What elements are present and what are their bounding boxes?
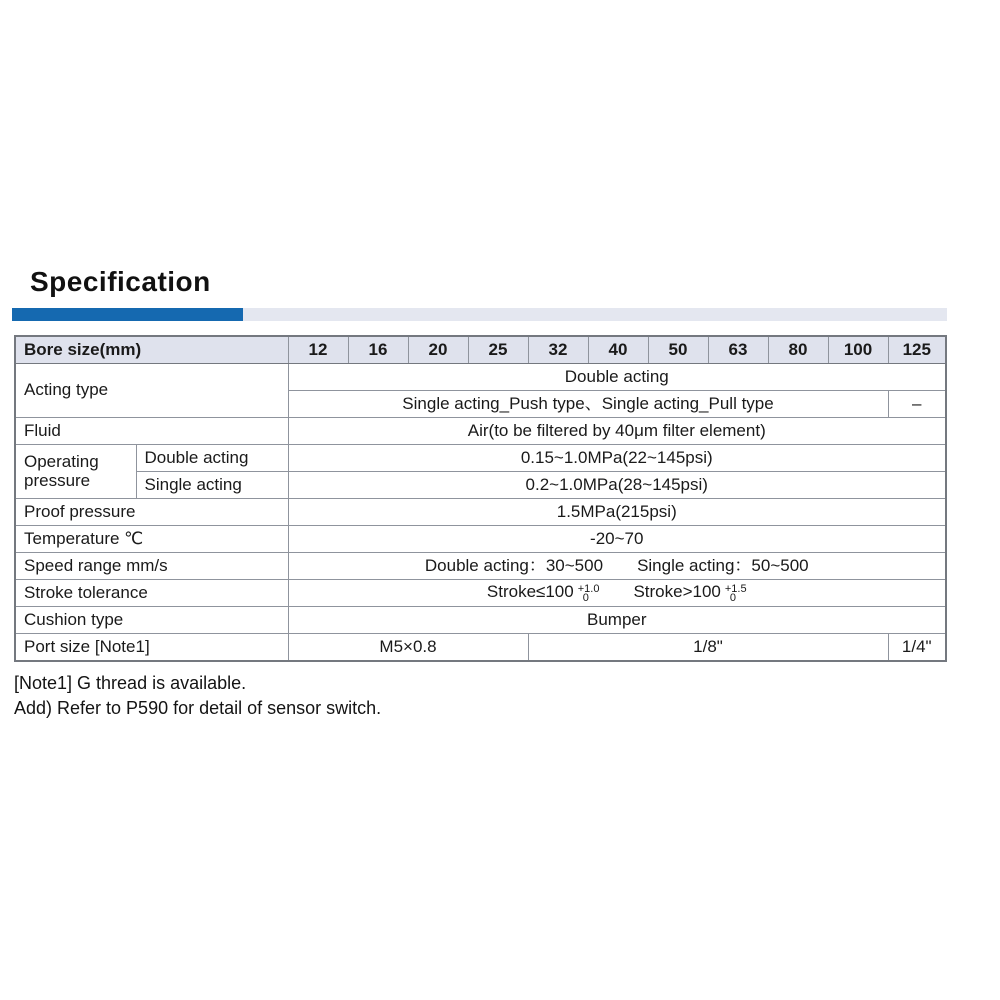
row-label-temperature: Temperature ℃ (15, 526, 288, 553)
bore-col-16: 16 (348, 336, 408, 364)
proof-pressure-value: 1.5MPa(215psi) (288, 499, 946, 526)
page-title: Specification (30, 266, 211, 297)
speed-range-double: Double acting：30~500 (424, 555, 604, 575)
title-underline-accent (12, 308, 243, 321)
bore-col-20: 20 (408, 336, 468, 364)
temperature-row (15, 526, 946, 553)
speed-range-single: Single acting：50~500 (637, 555, 809, 575)
bore-col-80: 80 (768, 336, 828, 364)
bore-col-40: 40 (588, 336, 648, 364)
port-size-medium-value: 1/8" (528, 634, 888, 662)
row-label-stroke-tolerance: Stroke tolerance (15, 580, 288, 607)
bore-col-125: 125 (888, 336, 946, 364)
stroke-tolerance-case1-tolerance: +1.0 0 (577, 583, 600, 604)
row-label-cushion-type: Cushion type (15, 607, 288, 634)
operating-pressure-single-row (15, 472, 946, 499)
port-size-small-value: M5×0.8 (288, 634, 528, 662)
row-label-port-size: Port size [Note1] (15, 634, 288, 662)
stroke-tolerance-value (288, 580, 946, 607)
row-label-proof-pressure: Proof pressure (15, 499, 288, 526)
operating-pressure-single-value: 0.2~1.0MPa(28~145psi) (288, 472, 946, 499)
stroke-tolerance-case2-tolerance: +1.5 0 (724, 583, 747, 604)
temperature-value: -20~70 (288, 526, 946, 553)
row-label-fluid: Fluid (15, 418, 288, 445)
footnotes (14, 671, 381, 721)
bore-col-63: 63 (708, 336, 768, 364)
speed-range-row (15, 553, 946, 580)
footnote-1: [Note1] G thread is available. (14, 673, 247, 693)
port-size-row (15, 634, 946, 662)
fluid-row (15, 418, 946, 445)
header-bore-size-label: Bore size(mm) (15, 336, 288, 364)
cushion-type-row (15, 607, 946, 634)
bore-col-12: 12 (288, 336, 348, 364)
acting-type-double-row (15, 364, 946, 391)
bore-col-50: 50 (648, 336, 708, 364)
row-label-operating-pressure: Operating pressure (15, 445, 136, 499)
operating-pressure-double-row (15, 445, 946, 472)
bore-col-100: 100 (828, 336, 888, 364)
acting-type-single-125-dash: – (888, 391, 946, 418)
bore-col-25: 25 (468, 336, 528, 364)
operating-pressure-sub-double: Double acting (136, 445, 288, 472)
row-label-acting-type: Acting type (15, 364, 288, 418)
footnote-2: Add) Refer to P590 for detail of sensor switch. (14, 698, 382, 718)
acting-type-single-value: Single acting_Push type、Single acting_Pull type (288, 391, 888, 418)
acting-type-double-value: Double acting (288, 364, 946, 391)
title-underline-bar (12, 308, 947, 321)
stroke-tolerance-case2: Stroke>100 (633, 582, 721, 601)
operating-pressure-double-value: 0.15~1.0MPa(22~145psi) (288, 445, 946, 472)
operating-pressure-sub-single: Single acting (136, 472, 288, 499)
speed-range-value (288, 553, 946, 580)
row-label-speed-range: Speed range mm/s (15, 553, 288, 580)
proof-pressure-row (15, 499, 946, 526)
stroke-tolerance-case1: Stroke≤100 (486, 582, 574, 601)
fluid-value: Air(to be filtered by 40μm filter element) (288, 418, 946, 445)
specification-table (14, 335, 947, 662)
table-header-row (15, 336, 946, 364)
cushion-type-value: Bumper (288, 607, 946, 634)
bore-col-32: 32 (528, 336, 588, 364)
port-size-large-value: 1/4" (888, 634, 946, 662)
stroke-tolerance-row (15, 580, 946, 607)
